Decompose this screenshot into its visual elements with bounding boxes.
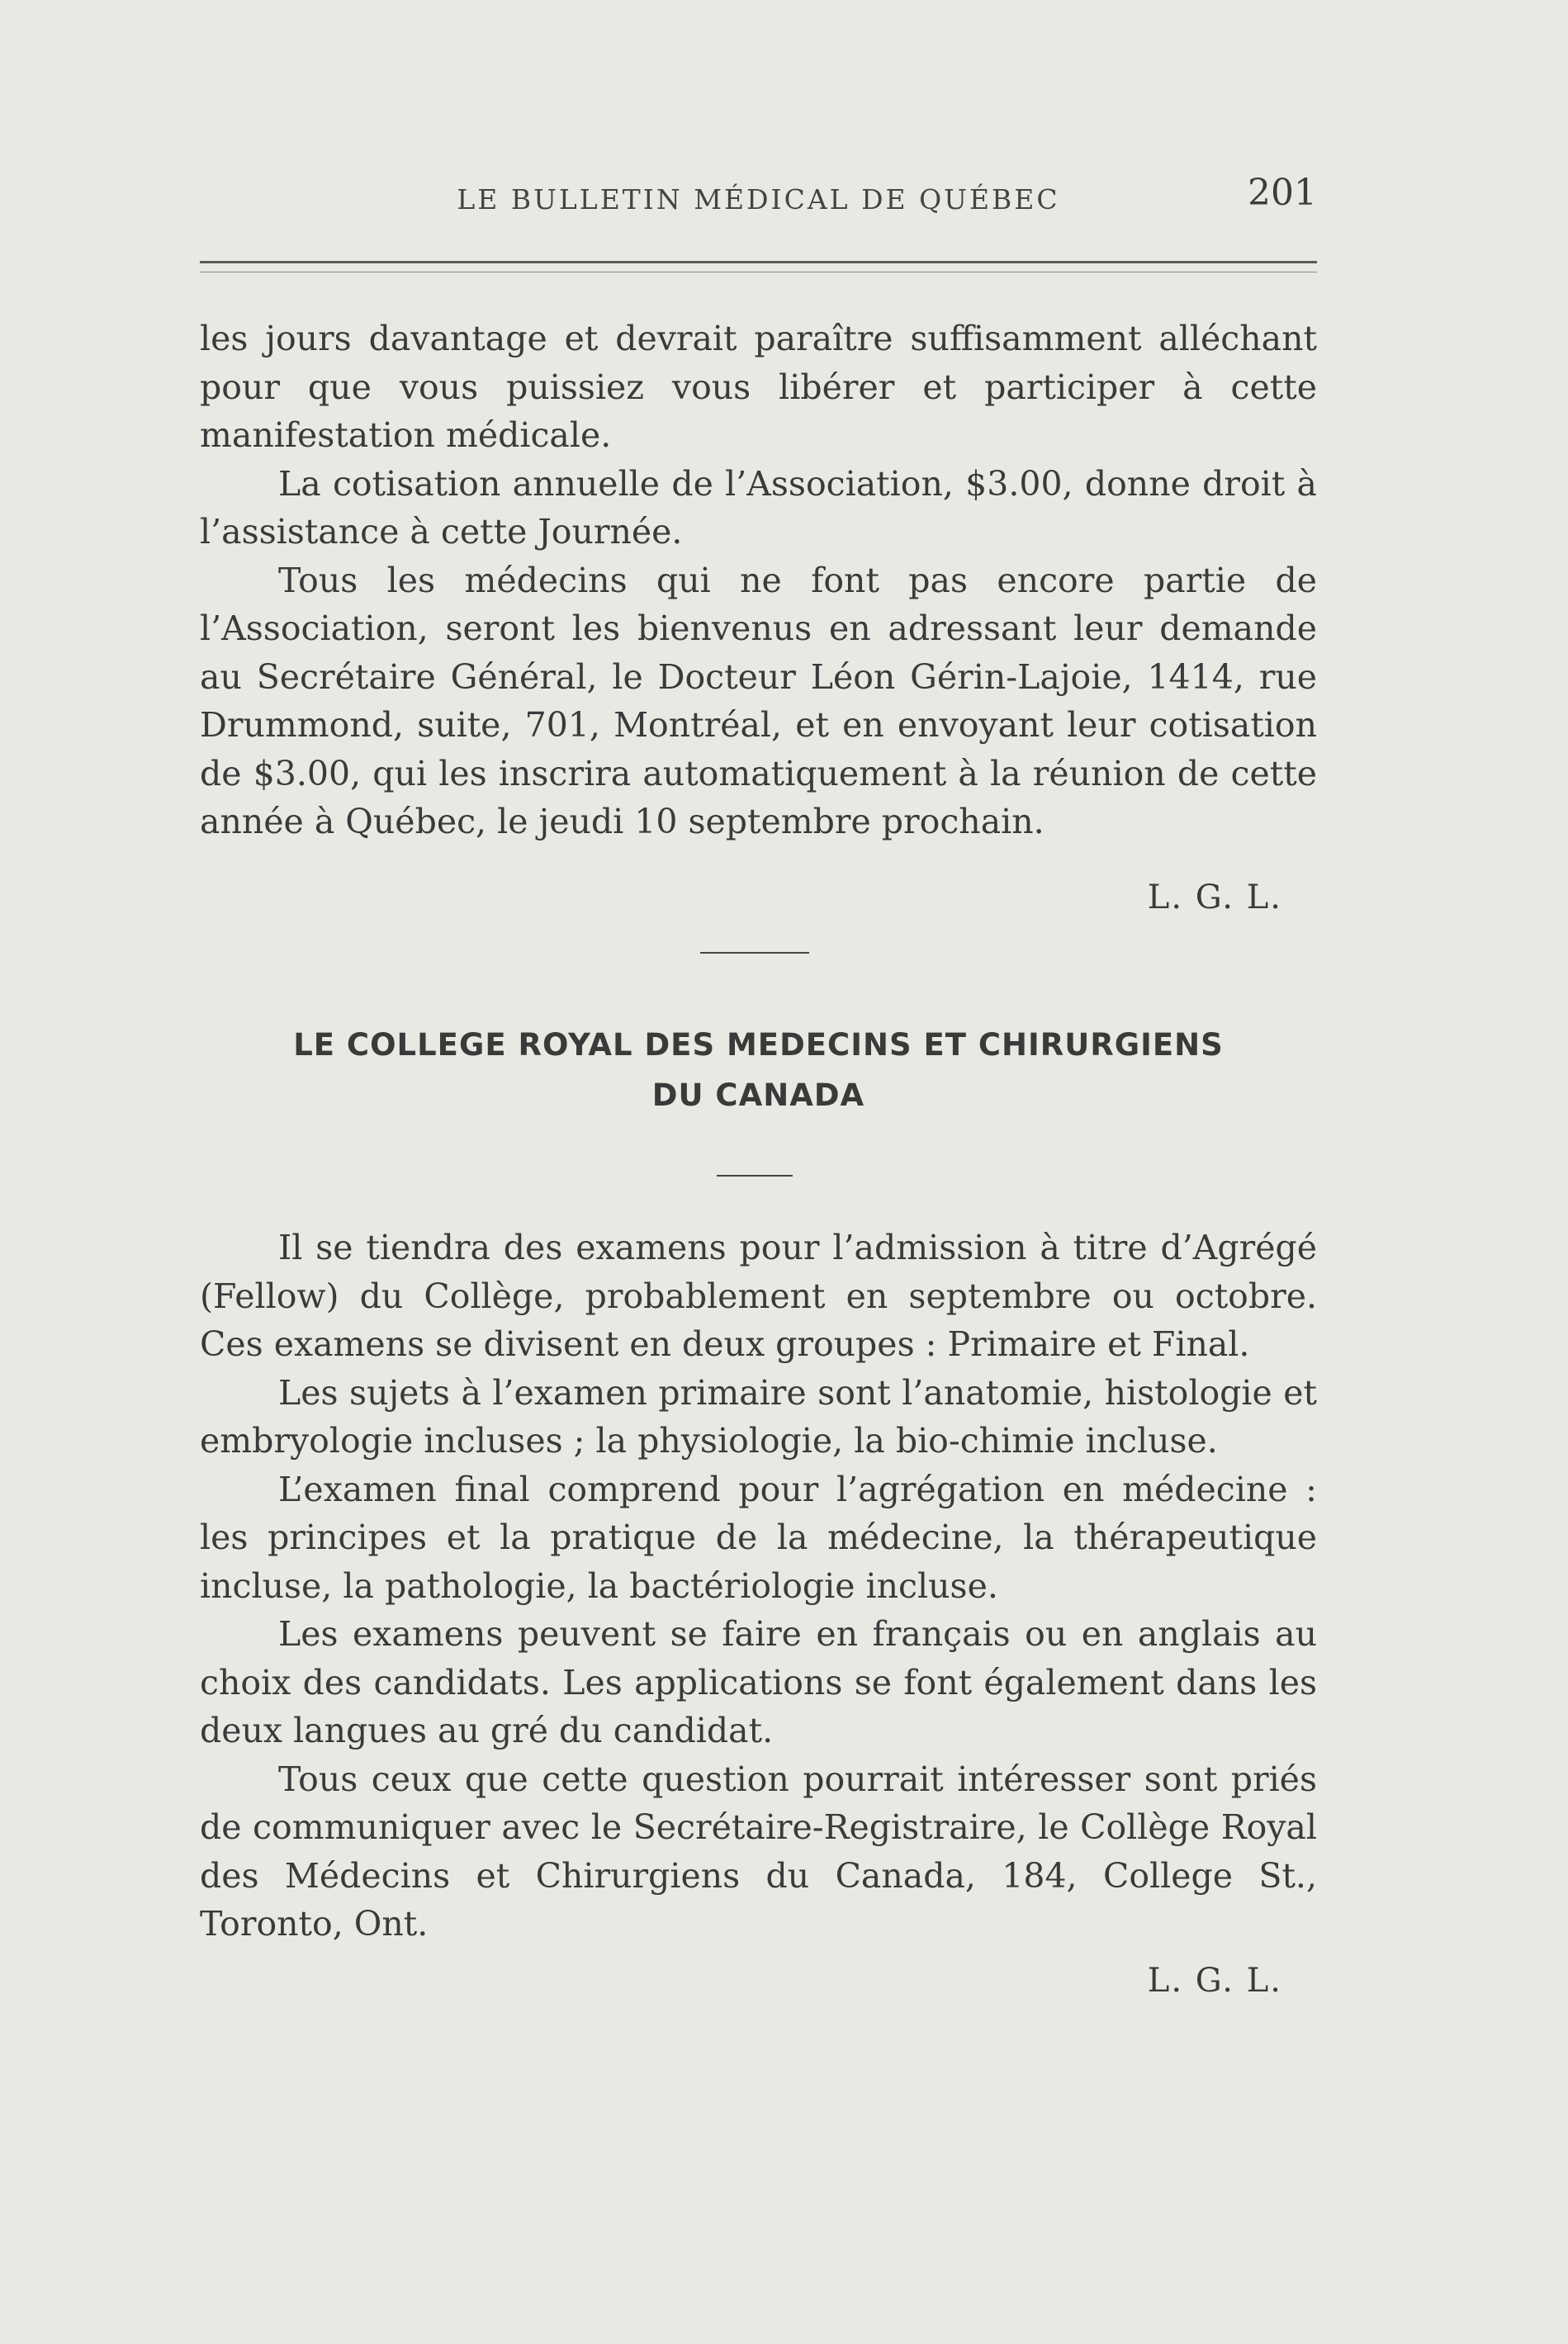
paragraph: Les sujets à l’examen primaire sont l’anatomie, histologie et embryologie incluses ; la physiologie, la bio-chimie incluse. (200, 1372, 1317, 1461)
paragraph: Les examens peuvent se faire en français ou en anglais au choix des candidats. Les applications se font également dans les deux langues au gré du candidat. (200, 1614, 1317, 1750)
running-head (200, 172, 1317, 221)
section2-body (200, 1224, 1317, 1949)
paragraph: les jours davantage et devrait paraître suffisamment alléchant pour que vous puissiez vous libérer et participer à cette manifestation médicale. (200, 319, 1317, 455)
paragraph: L’examen final comprend pour l’agrégation en médecine : les principes et la pratique de la médecine, la thérapeutique incluse, la pathologie, la bactériologie incluse. (200, 1469, 1317, 1606)
page-number: 201 (1248, 172, 1317, 214)
section-title (200, 1020, 1317, 1120)
section-title-line: DU CANADA (651, 1077, 865, 1113)
section1-body (200, 315, 1317, 846)
paragraph: Tous les médecins qui ne font pas encore partie de l’Association, seront les bienvenus en adressant leur demande au Secrétaire Général, le Docteur Léon Gérin-Lajoie, 1414, rue Drummond, suite, 701, Montréal, et en envoyant leur cotisation de $3.00, qui les inscrira automatiquement à la réunion de cette année à Québec, le jeudi 10 septembre prochain. (200, 560, 1317, 841)
paragraph: Tous ceux que cette question pourrait intéresser sont priés de communiquer avec le Secrétaire-Registraire, le Collège Royal des Médecins et Chirurgiens du Canada, 184, College St., Toronto, Ont. (200, 1759, 1317, 1944)
title-divider (717, 1175, 793, 1177)
section-divider (700, 952, 809, 954)
header-rule (200, 261, 1317, 272)
signature: L. G. L. (1147, 1962, 1282, 2000)
paragraph: Il se tiendra des examens pour l’admission à titre d’Agrégé (Fellow) du Collège, probablement en septembre ou octobre. Ces examens se divisent en deux groupes : Primaire et Final. (200, 1228, 1317, 1364)
paragraph: La cotisation annuelle de l’Association, $3.00, donne droit à l’assistance à cette Journée. (200, 463, 1317, 552)
section-title-line: LE COLLEGE ROYAL DES MEDECINS ET CHIRURGIENS (293, 1027, 1224, 1063)
signature: L. G. L. (1147, 878, 1282, 916)
running-title: LE BULLETIN MÉDICAL DE QUÉBEC (457, 183, 1060, 215)
